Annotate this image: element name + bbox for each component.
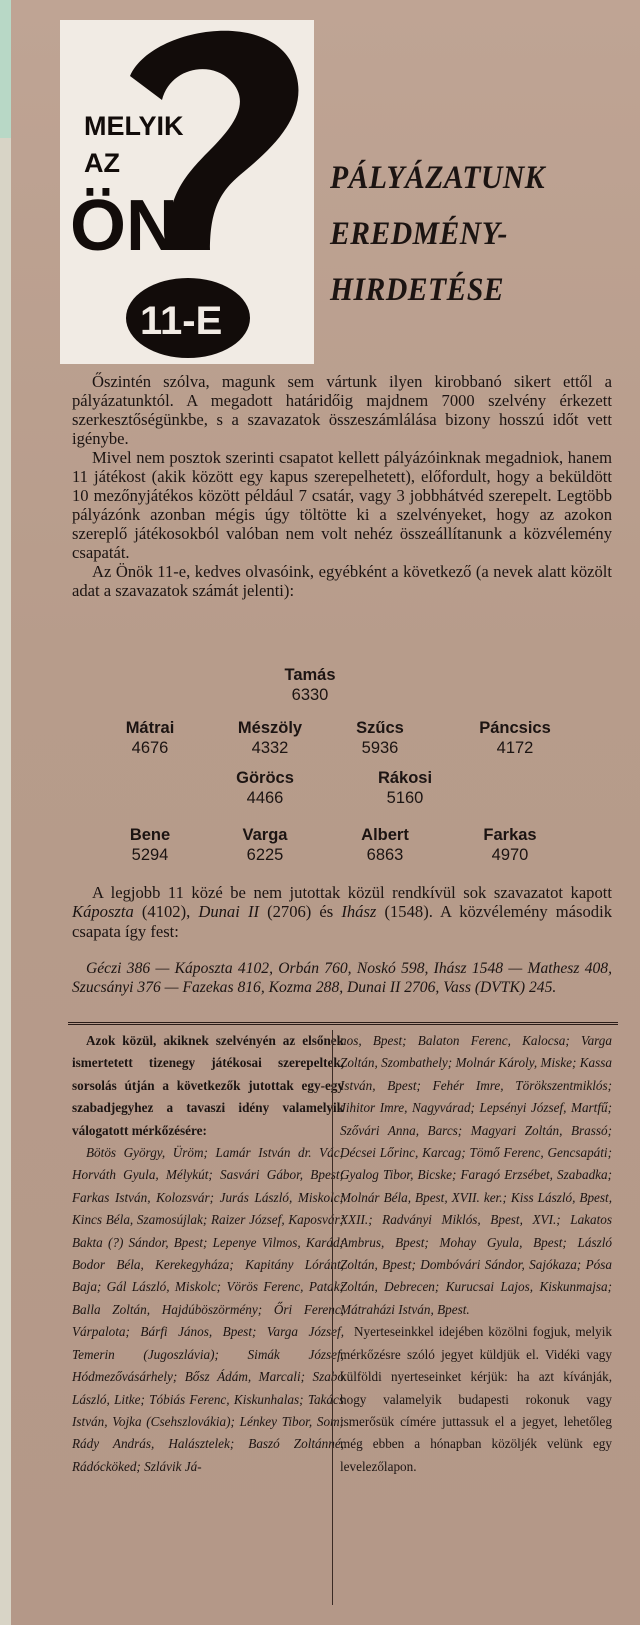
player-votes: 4676 [131, 739, 169, 757]
player-name: Farkas [483, 826, 537, 844]
highlight-name: Káposzta [72, 902, 134, 922]
player-votes: 5936 [361, 739, 399, 757]
headline-line-3: HIRDETÉSE [330, 272, 505, 308]
player-votes: 6863 [366, 846, 404, 864]
player-szucs [320, 718, 440, 758]
player-matrai [90, 718, 210, 758]
player-votes: 5160 [386, 789, 424, 807]
player-votes: 6330 [291, 686, 329, 704]
winners-lead: Azok közül, akiknek szelvényén az elsőnek ismertetett tizenegy játékosai szerepeltek, sorsolás útján a következők jutottak egy-egy szabadjegyhez a tavaszi idény valamelyik válogatott mérkőzésére: [72, 1033, 344, 1138]
logo-line-melyik: MELYIK [84, 111, 184, 141]
winners-list: nos, Bpest; Balaton Ferenc, Kalocsa; Varga Zoltán, Szombathely; Molnár Károly, Miske; Kassa István, Bpest; Fehér Imre, Törökszentmiklós; Jihitor Imre, Nagyvárad; Lepsényi József, Martfű; Szővári Anna, Barcs; Magyari Zoltán, Brassó; Décsei Lőrinc, Karcag; Tömő Ferenc, Gencsapáti; Gyalog Tibor, Bicske; Faragó Erzsébet, Szabadka; Molnár Béla, Bpest, XVII. ker.; Kiss László, Bpest, XXII.; Radványi Miklós, Bpest, XVI.; Lakatos Ambrus, Bpest; Mohay Gyula, Bpest; László Zoltán, Bpest; Dombóvári Sándor, Sajókaza; Pósa Zoltán, Debrecen; Kurucsai Lajos, Kiskunmajsa; Mátraházi István, Bpest. [340, 1033, 612, 1317]
headline-line-2: EREDMÉNY- [330, 216, 508, 252]
second-team-text: Géczi 386 — Káposzta 4102, Orbán 760, Noskó 598, Ihász 1548 — Mathesz 408, Szucsányi 376 — Fazekas 816, Kozma 288, Dunai II 2706, Vass (DVTK) 245. [72, 960, 612, 996]
player-bene [90, 825, 210, 865]
player-meszoly [210, 718, 330, 758]
section-divider [68, 1022, 618, 1025]
player-votes: 4172 [496, 739, 534, 757]
other-candidates-text [72, 883, 612, 941]
winners-column-left [72, 1030, 344, 1478]
highlight-name: Dunai II [198, 902, 259, 922]
player-name: Varga [242, 826, 288, 844]
intro-text [72, 372, 612, 600]
player-name: Göröcs [236, 769, 294, 787]
player-name: Tamás [284, 666, 336, 684]
intro-paragraph: Az Önök 11-e, kedves olvasóink, egyébként a következő (a nevek alatt közölt adat a szavazatok számát jelenti): [72, 562, 612, 600]
player-name: Bene [129, 826, 171, 844]
player-rakosi [345, 768, 465, 808]
winners-list: Bötös György, Üröm; Lamár István dr. Vác; Horváth Gyula, Mélykút; Sasvári Gábor, Bpest; Farkas István, Kolozsvár; Jurás László, Miskolc; Kincs Béla, Szamosújlak; Raizer József, Kaposvár; Bakta (?) Sándor, Bpest; Lepenye Vilmos, Karád; Bodor Béla, Kerekegyháza; Kapitány Lóránt, Baja; Gál László, Miskolc; Vörös Ferenc, Patak; Balla Zoltán, Hajdúböszörmény; Őri Ferenc, Várpalota; Bárfi János, Bpest; Varga József, Temerin (Jugoszlávia); Simák József, Hódmezővásárhely; Bősz Ádám, Marcali; Szabó László, Litke; Tóbiás Ferenc, Kiskunhalas; Takács István, Vojka (Csehszlovákia); Lénkey Tibor, Som; Rády András, Halásztelek; Baszó Zoltánné, Rádócköked; Szlávik Já- [72, 1145, 344, 1474]
player-name: Albert [361, 826, 409, 844]
player-name: Páncsics [479, 719, 551, 737]
player-varga [205, 825, 325, 865]
winners-closing: Nyerteseinkkel idejében közölni fogjuk, melyik mérkőzésre szóló jegyet küldjük el. Vidéki vagy külföldi nyerteseinket kérjük: ha azt kívánják, hogy valamelyik budapesti rokonuk vagy ismerősük címére juttassuk el a jegyet, lehetőleg még ebben a hónapban közöljék velünk egy levelezőlapon. [340, 1324, 612, 1474]
player-name: Mészöly [237, 719, 303, 737]
winners-column-right [340, 1030, 612, 1478]
player-name: Rákosi [377, 769, 433, 787]
player-albert [325, 825, 445, 865]
page-edge-tint [0, 0, 11, 138]
highlight-name: Ihász [341, 902, 377, 922]
intro-paragraph: Őszintén szólva, magunk sem vártunk ilyen kirobbanó sikert ettől a pályázatunktól. A megadott határidőig majdnem 7000 szelvény érkezett szerkesztőségünkbe, s a szavazatok összeszámlálása bizony hosszú időt vett igénybe. [72, 372, 612, 448]
player-pancsics [455, 718, 575, 758]
player-votes: 6225 [246, 846, 284, 864]
player-votes: 4970 [491, 846, 529, 864]
headline [330, 150, 630, 318]
player-votes: 4466 [246, 789, 284, 807]
player-tamas [250, 665, 370, 705]
player-farkas [450, 825, 570, 865]
logo-line-on: ÖN [70, 186, 178, 266]
logo-badge-text: 11-E [140, 299, 223, 343]
intro-paragraph: Mivel nem posztok szerinti csapatot kellett pályázóinknak megadniok, hanem 11 játékost (akik között egy kapus szerepelhetett), előfordult, hogy a beküldött 10 mezőnyjátékos között például 7 csatár, vagy 3 jobbhátvéd szerepelt. Legtöbb pályázónk azonban mégis úgy töltötte ki a szelvényeket, hogy az azokon szereplő játékosokból valóban nem volt nehéz összeállítanunk a közvélemény csapatát. [72, 448, 612, 562]
player-gorocs [205, 768, 325, 808]
quiz-logo [60, 20, 314, 364]
player-name: Szűcs [356, 719, 404, 737]
player-votes: 4332 [251, 739, 289, 757]
other-candidates-paragraph: A legjobb 11 közé be nem jutottak közül rendkívül sok szavazatot kapott Káposzta (4102), Dunai II (2706) és Ihász (1548). A közvélemény második csapata így fest: [72, 883, 612, 941]
headline-line-1: PÁLYÁZATUNK [330, 160, 546, 196]
player-votes: 5294 [131, 846, 169, 864]
player-name: Mátrai [125, 719, 175, 737]
logo-line-az: AZ [84, 148, 120, 178]
page-edge [0, 0, 11, 1625]
column-rule [332, 1030, 333, 1605]
